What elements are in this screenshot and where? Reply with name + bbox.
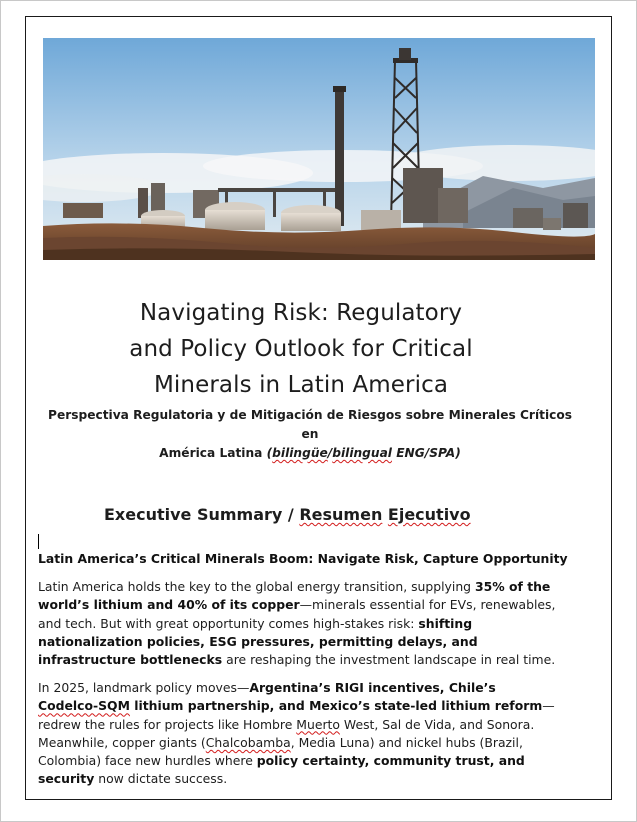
p2-bold-1a: Argentina’s RIGI incentives, Chile’s xyxy=(249,680,496,695)
mining-plant-photo xyxy=(43,38,595,260)
section-heading: Latin America’s Critical Minerals Boom: Navigate Risk, Capture Opportunity xyxy=(38,551,568,566)
p2-text-4: , Media Luna) and nickel hubs (Brazil, Colombia) face new hurdles where xyxy=(38,734,523,769)
p1-bold-2: shifting nationalization policies, ESG pressures, permitting delays, and infrastructure bottlenecks xyxy=(38,615,478,668)
spellcheck-word-bilingual[interactable]: bilingual xyxy=(332,446,392,460)
spellcheck-word-codelco-sqm[interactable]: Codelco-SQM xyxy=(38,698,130,714)
paragraph-1[interactable] xyxy=(38,578,558,669)
p1-text-3: are reshaping the investment landscape in real time. xyxy=(222,652,556,668)
p2-text-3: West, Sal de Vida, and Sonora. Meanwhile, copper giants ( xyxy=(38,716,535,750)
p1-text-1: Latin America holds the key to the global energy transition, supplying xyxy=(38,579,475,594)
subtitle-line-1: Perspectiva Regulatoria y de Mitigación de Riesgos sobre Minerales Críticos en xyxy=(48,408,572,441)
spellcheck-word-chalcobamba[interactable]: Chalcobamba xyxy=(205,734,291,750)
title-line-2: and Policy Outlook for Critical xyxy=(129,336,473,362)
subtitle-line-2-end: ENG/SPA) xyxy=(391,446,461,460)
title-line-3: Minerals in Latin America xyxy=(153,372,449,398)
paren-open: ( xyxy=(266,446,273,460)
p2-bold-1c: lithium partnership, and Mexico’s state-led lithium reform xyxy=(129,698,543,714)
executive-summary-heading xyxy=(104,505,471,524)
spellcheck-word-muerto[interactable]: Muerto xyxy=(296,716,340,732)
p1-text-2: —minerals essential for EVs, renewables, and tech. But with great opportunity comes high-stakes risk: xyxy=(38,597,556,631)
document-subtitle xyxy=(40,406,580,463)
p2-bold-2: policy certainty, community trust, and security xyxy=(38,753,525,787)
subtitle-bilingual-note xyxy=(267,446,461,460)
p2-text-5: now dictate success. xyxy=(94,771,228,787)
title-line-1: Navigating Risk: Regulatory xyxy=(139,300,463,326)
document-title xyxy=(86,295,516,403)
text-cursor xyxy=(38,534,39,549)
spellcheck-word-bilingue[interactable]: bilingüe xyxy=(272,446,328,460)
exec-summary-lead: Executive Summary / xyxy=(104,505,300,524)
document-page xyxy=(25,16,612,800)
subtitle-line-2-start: América Latina xyxy=(159,446,267,460)
paragraph-2[interactable] xyxy=(38,679,558,789)
p2-text-1: In 2025, landmark policy moves— xyxy=(38,680,250,695)
p1-bold-1: 35% of the world’s lithium and 40% of its copper xyxy=(38,579,551,613)
p2-text-2: —redrew the rules for projects like Hombre xyxy=(38,698,555,732)
spellcheck-word-resumen[interactable]: Resumen xyxy=(299,505,383,524)
slash: / xyxy=(327,446,333,460)
spellcheck-word-ejecutivo[interactable]: Ejecutivo xyxy=(387,505,471,524)
